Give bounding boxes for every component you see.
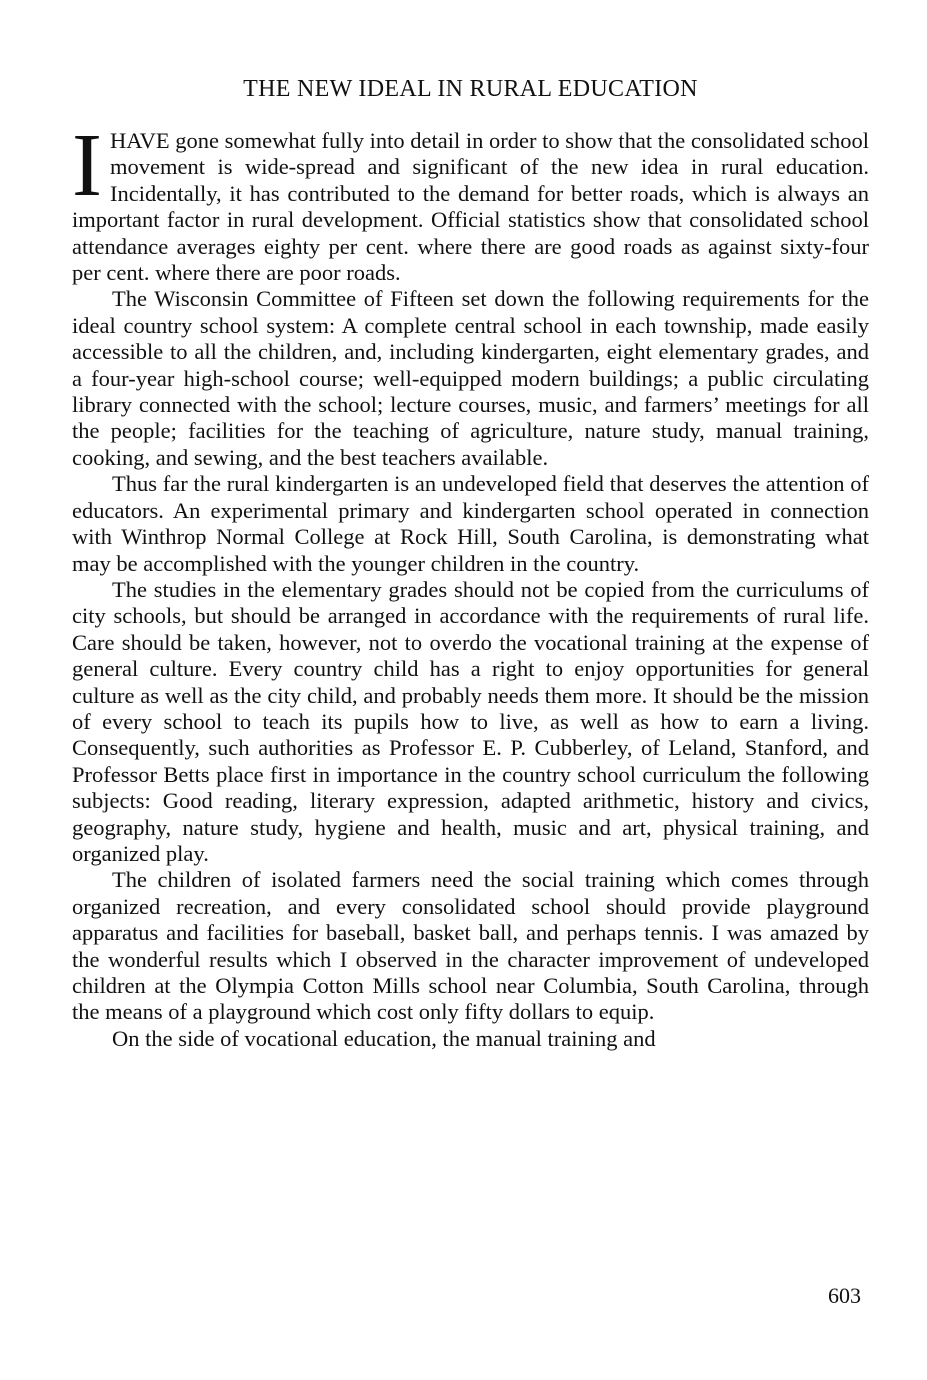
book-page [72, 74, 869, 1052]
drop-cap: I [72, 116, 102, 215]
paragraph-3: Thus far the rural kindergarten is an undeveloped field that deserves the attention of educators. An experimental primary and kindergarten school operated in connection with Winthrop Normal College at Rock Hill, South Carolina, is demonstrating what may be accomplished with the younger children in the country. [72, 471, 869, 576]
body-text [72, 116, 869, 1052]
paragraph-6: On the side of vocational education, the manual training and [112, 1025, 656, 1051]
paragraph-1 [72, 116, 869, 286]
paragraph-5: The children of isolated farmers need the social training which comes through organized recreation, and every consolidated school should provide playground apparatus and facilities for baseball, basket ball, and perhaps tennis. I was amazed by the wonderful results which I observed in the character improvement of undeveloped children at the Olympia Cotton Mills school near Columbia, South Carolina, through the means of a playground which cost only fifty dollars to equip. [72, 867, 869, 1025]
paragraph-4: The studies in the elementary grades should not be copied from the curriculums of city schools, but should be arranged in accordance with the requirements of rural life. Care should be taken, however, not to overdo the vocational training at the expense of general culture. Every country child has a right to enjoy opportunities for general culture as well as the city child, and probably needs them more. It should be the mission of every school to teach its pupils how to live, as well as how to earn a living. Consequently, such authorities as Professor E. P. Cubberley, of Leland, Stanford, and Professor Betts place first in importance in the country school curriculum the following subjects: Good reading, literary expression, adapted arithmetic, history and civics, geography, nature study, hygiene and health, music and art, physical training, and organized play. [72, 576, 869, 866]
running-head: THE NEW IDEAL IN RURAL EDUCATION [243, 76, 698, 102]
paragraph-2: The Wisconsin Committee of Fifteen set down the following requirements for the ideal country school system: A complete central school in each township, made easily accessible to all the children, and, including kindergarten, eight elementary grades, and a four-year high-school course; well-equipped modern buildings; a public circulating library connected with the school; lecture courses, music, and farmers’ meetings for all the people; facilities for the teaching of agriculture, nature study, manual training, cooking, and sewing, and the best teachers available. [72, 286, 869, 470]
paragraph-1-text: HAVE gone somewhat fully into detail in order to show that the consolidated school movement is wide-spread and significant of the new idea in rural education. Incidentally, it has contributed to the demand for better roads, which is always an important factor in rural development. Official statistics show that consolidated school attendance averages eighty per cent. where there are good roads as against sixty-four per cent. where there are poor roads. [72, 128, 869, 286]
page-number: 603 [828, 1283, 861, 1308]
